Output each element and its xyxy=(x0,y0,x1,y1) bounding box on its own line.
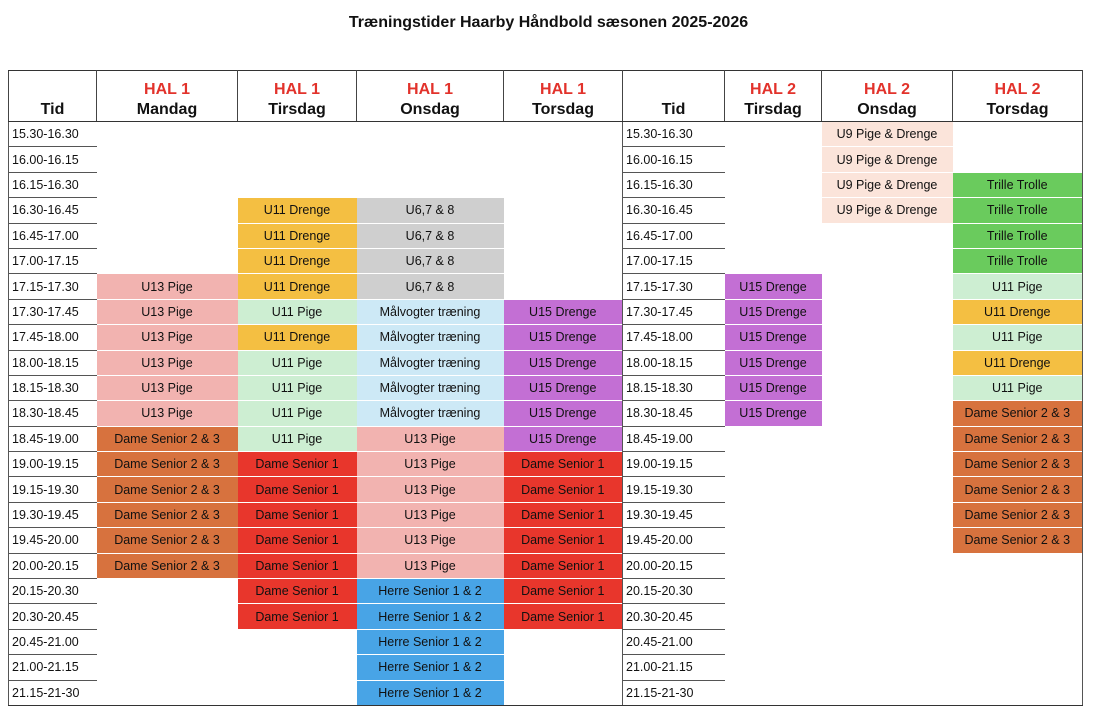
session-cell: U11 Drenge xyxy=(238,325,357,350)
session-cell: U15 Drenge xyxy=(504,350,623,375)
session-cell: U15 Drenge xyxy=(725,299,822,324)
session-cell: U11 Pige xyxy=(238,299,357,324)
empty-cell xyxy=(822,655,953,680)
empty-cell xyxy=(238,655,357,680)
time-cell: 17.00-17.15 xyxy=(623,248,725,273)
session-cell: U11 Pige xyxy=(953,325,1083,350)
empty-cell xyxy=(822,248,953,273)
time-cell: 21.00-21.15 xyxy=(9,655,97,680)
session-cell: U15 Drenge xyxy=(504,375,623,400)
empty-cell xyxy=(953,579,1083,604)
empty-cell xyxy=(504,248,623,273)
empty-cell xyxy=(822,223,953,248)
time-cell: 21.15-21-30 xyxy=(9,680,97,705)
time-cell: 16.00-16.15 xyxy=(623,147,725,172)
session-cell: Dame Senior 1 xyxy=(504,502,623,527)
empty-cell xyxy=(822,452,953,477)
hall-label: HAL 2 xyxy=(864,81,910,98)
empty-cell xyxy=(97,147,238,172)
table-row xyxy=(9,477,1083,502)
table-row xyxy=(9,198,1083,223)
time-cell: 19.15-19.30 xyxy=(623,477,725,502)
empty-cell xyxy=(822,502,953,527)
session-cell: U15 Drenge xyxy=(725,274,822,299)
table-row xyxy=(9,502,1083,527)
empty-cell xyxy=(953,629,1083,654)
time-cell: 19.30-19.45 xyxy=(9,502,97,527)
session-cell: U11 Pige xyxy=(238,426,357,451)
session-cell: U13 Pige xyxy=(357,477,504,502)
session-cell: Dame Senior 2 & 3 xyxy=(97,426,238,451)
schedule-body xyxy=(9,122,1083,706)
empty-cell xyxy=(822,350,953,375)
time-cell: 20.00-20.15 xyxy=(623,553,725,578)
header-row xyxy=(9,71,1083,122)
empty-cell xyxy=(953,655,1083,680)
empty-cell xyxy=(822,375,953,400)
session-cell: U11 Pige xyxy=(238,350,357,375)
session-cell: Dame Senior 2 & 3 xyxy=(953,426,1083,451)
time-cell: 20.45-21.00 xyxy=(623,629,725,654)
empty-cell xyxy=(725,477,822,502)
session-cell: U11 Drenge xyxy=(953,350,1083,375)
day-label: Torsdag xyxy=(986,101,1049,118)
day-label: Tid xyxy=(40,101,65,118)
header-time xyxy=(623,71,725,122)
empty-cell xyxy=(97,579,238,604)
empty-cell xyxy=(504,680,623,705)
table-row xyxy=(9,553,1083,578)
session-cell: U13 Pige xyxy=(357,502,504,527)
table-row xyxy=(9,426,1083,451)
table-row xyxy=(9,299,1083,324)
table-row xyxy=(9,248,1083,273)
session-cell: Trille Trolle xyxy=(953,198,1083,223)
session-cell: U11 Drenge xyxy=(238,248,357,273)
table-row xyxy=(9,680,1083,705)
empty-cell xyxy=(822,426,953,451)
session-cell: U9 Pige & Drenge xyxy=(822,122,953,147)
time-cell: 16.00-16.15 xyxy=(9,147,97,172)
session-cell: U13 Pige xyxy=(97,401,238,426)
session-cell: U11 Pige xyxy=(238,401,357,426)
empty-cell xyxy=(504,147,623,172)
header-hal2-torsdag xyxy=(953,71,1083,122)
session-cell: Dame Senior 1 xyxy=(504,477,623,502)
empty-cell xyxy=(238,629,357,654)
table-row xyxy=(9,350,1083,375)
session-cell: Dame Senior 2 & 3 xyxy=(953,401,1083,426)
session-cell: U15 Drenge xyxy=(504,426,623,451)
header-time xyxy=(9,71,97,122)
empty-cell xyxy=(238,172,357,197)
time-cell: 19.30-19.45 xyxy=(623,502,725,527)
empty-cell xyxy=(97,172,238,197)
session-cell: U6,7 & 8 xyxy=(357,198,504,223)
session-cell: U13 Pige xyxy=(97,274,238,299)
session-cell: Dame Senior 2 & 3 xyxy=(97,553,238,578)
session-cell: U6,7 & 8 xyxy=(357,223,504,248)
header-hal1-onsdag xyxy=(357,71,504,122)
hall-label: HAL 2 xyxy=(750,81,796,98)
day-label: Onsdag xyxy=(857,101,917,118)
session-cell: Dame Senior 1 xyxy=(504,452,623,477)
time-cell: 17.30-17.45 xyxy=(623,299,725,324)
session-cell: U15 Drenge xyxy=(504,299,623,324)
session-cell: Dame Senior 2 & 3 xyxy=(953,477,1083,502)
time-cell: 17.15-17.30 xyxy=(623,274,725,299)
session-cell: U11 Drenge xyxy=(238,223,357,248)
session-cell: Trille Trolle xyxy=(953,248,1083,273)
empty-cell xyxy=(725,553,822,578)
empty-cell xyxy=(725,452,822,477)
empty-cell xyxy=(822,325,953,350)
time-cell: 20.15-20.30 xyxy=(9,579,97,604)
empty-cell xyxy=(97,604,238,629)
empty-cell xyxy=(953,147,1083,172)
session-cell: U13 Pige xyxy=(357,553,504,578)
time-cell: 19.00-19.15 xyxy=(623,452,725,477)
session-cell: Dame Senior 1 xyxy=(238,502,357,527)
empty-cell xyxy=(725,248,822,273)
empty-cell xyxy=(725,223,822,248)
table-row xyxy=(9,223,1083,248)
empty-cell xyxy=(953,122,1083,147)
time-cell: 16.15-16.30 xyxy=(623,172,725,197)
time-cell: 20.30-20.45 xyxy=(9,604,97,629)
empty-cell xyxy=(725,502,822,527)
time-cell: 16.45-17.00 xyxy=(9,223,97,248)
session-cell: Dame Senior 2 & 3 xyxy=(97,528,238,553)
time-cell: 18.00-18.15 xyxy=(623,350,725,375)
time-cell: 16.30-16.45 xyxy=(623,198,725,223)
session-cell: U13 Pige xyxy=(97,325,238,350)
schedule-table xyxy=(8,70,1083,706)
time-cell: 17.00-17.15 xyxy=(9,248,97,273)
header-hal1-torsdag xyxy=(504,71,623,122)
session-cell: Herre Senior 1 & 2 xyxy=(357,655,504,680)
empty-cell xyxy=(97,223,238,248)
table-row xyxy=(9,325,1083,350)
header-hal2-tirsdag xyxy=(725,71,822,122)
empty-cell xyxy=(725,122,822,147)
time-cell: 18.45-19.00 xyxy=(623,426,725,451)
table-row xyxy=(9,579,1083,604)
session-cell: U9 Pige & Drenge xyxy=(822,198,953,223)
empty-cell xyxy=(725,655,822,680)
empty-cell xyxy=(725,604,822,629)
session-cell: Dame Senior 2 & 3 xyxy=(97,477,238,502)
session-cell: U13 Pige xyxy=(97,350,238,375)
page-title: Træningstider Haarby Håndbold sæsonen 2025-2026 xyxy=(348,14,749,31)
table-row xyxy=(9,147,1083,172)
empty-cell xyxy=(725,198,822,223)
empty-cell xyxy=(725,147,822,172)
session-cell: U9 Pige & Drenge xyxy=(822,172,953,197)
session-cell: Dame Senior 2 & 3 xyxy=(97,452,238,477)
empty-cell xyxy=(822,299,953,324)
time-cell: 21.00-21.15 xyxy=(623,655,725,680)
session-cell: Dame Senior 2 & 3 xyxy=(97,502,238,527)
empty-cell xyxy=(822,579,953,604)
hall-label: HAL 1 xyxy=(407,81,453,98)
session-cell: U15 Drenge xyxy=(504,325,623,350)
session-cell: U11 Drenge xyxy=(953,299,1083,324)
session-cell: Dame Senior 1 xyxy=(504,553,623,578)
session-cell: U11 Pige xyxy=(953,274,1083,299)
session-cell: Dame Senior 1 xyxy=(238,452,357,477)
session-cell: U11 Drenge xyxy=(238,274,357,299)
table-row xyxy=(9,452,1083,477)
session-cell: Dame Senior 1 xyxy=(238,579,357,604)
session-cell: Dame Senior 1 xyxy=(504,528,623,553)
session-cell: Dame Senior 1 xyxy=(238,604,357,629)
time-cell: 18.00-18.15 xyxy=(9,350,97,375)
session-cell: Målvogter træning xyxy=(357,325,504,350)
table-row xyxy=(9,604,1083,629)
time-cell: 16.15-16.30 xyxy=(9,172,97,197)
time-cell: 18.30-18.45 xyxy=(9,401,97,426)
empty-cell xyxy=(357,147,504,172)
empty-cell xyxy=(822,477,953,502)
time-cell: 21.15-21-30 xyxy=(623,680,725,705)
empty-cell xyxy=(822,274,953,299)
session-cell: Herre Senior 1 & 2 xyxy=(357,629,504,654)
empty-cell xyxy=(822,680,953,705)
session-cell: Herre Senior 1 & 2 xyxy=(357,579,504,604)
table-row xyxy=(9,172,1083,197)
empty-cell xyxy=(504,172,623,197)
empty-cell xyxy=(504,223,623,248)
session-cell: Dame Senior 1 xyxy=(238,553,357,578)
table-row xyxy=(9,122,1083,147)
day-label: Onsdag xyxy=(400,101,460,118)
session-cell: Dame Senior 2 & 3 xyxy=(953,528,1083,553)
session-cell: U13 Pige xyxy=(97,375,238,400)
empty-cell xyxy=(97,655,238,680)
hall-label: HAL 1 xyxy=(274,81,320,98)
empty-cell xyxy=(953,604,1083,629)
session-cell: U6,7 & 8 xyxy=(357,248,504,273)
hall-label: HAL 1 xyxy=(144,81,190,98)
time-cell: 20.00-20.15 xyxy=(9,553,97,578)
empty-cell xyxy=(822,528,953,553)
session-cell: Dame Senior 2 & 3 xyxy=(953,502,1083,527)
session-cell: Dame Senior 1 xyxy=(504,579,623,604)
empty-cell xyxy=(504,655,623,680)
time-cell: 16.30-16.45 xyxy=(9,198,97,223)
time-cell: 17.45-18.00 xyxy=(623,325,725,350)
empty-cell xyxy=(822,401,953,426)
time-cell: 18.15-18.30 xyxy=(9,375,97,400)
time-cell: 18.15-18.30 xyxy=(623,375,725,400)
day-label: Mandag xyxy=(136,101,198,118)
time-cell: 20.30-20.45 xyxy=(623,604,725,629)
empty-cell xyxy=(238,680,357,705)
empty-cell xyxy=(822,629,953,654)
empty-cell xyxy=(238,147,357,172)
session-cell: Målvogter træning xyxy=(357,375,504,400)
empty-cell xyxy=(725,172,822,197)
session-cell: Trille Trolle xyxy=(953,223,1083,248)
empty-cell xyxy=(357,122,504,147)
time-cell: 18.45-19.00 xyxy=(9,426,97,451)
session-cell: Målvogter træning xyxy=(357,299,504,324)
empty-cell xyxy=(725,629,822,654)
table-row xyxy=(9,528,1083,553)
table-row xyxy=(9,655,1083,680)
session-cell: U15 Drenge xyxy=(725,350,822,375)
time-cell: 20.15-20.30 xyxy=(623,579,725,604)
time-cell: 17.45-18.00 xyxy=(9,325,97,350)
day-label: Torsdag xyxy=(532,101,594,118)
header-hal2-onsdag xyxy=(822,71,953,122)
session-cell: U15 Drenge xyxy=(725,375,822,400)
session-cell: Dame Senior 2 & 3 xyxy=(953,452,1083,477)
session-cell: U13 Pige xyxy=(357,452,504,477)
time-cell: 20.45-21.00 xyxy=(9,629,97,654)
session-cell: U11 Drenge xyxy=(238,198,357,223)
empty-cell xyxy=(822,604,953,629)
empty-cell xyxy=(725,426,822,451)
session-cell: U15 Drenge xyxy=(725,401,822,426)
empty-cell xyxy=(504,274,623,299)
session-cell: U15 Drenge xyxy=(504,401,623,426)
empty-cell xyxy=(504,122,623,147)
time-cell: 18.30-18.45 xyxy=(623,401,725,426)
session-cell: U6,7 & 8 xyxy=(357,274,504,299)
time-cell: 17.30-17.45 xyxy=(9,299,97,324)
empty-cell xyxy=(953,680,1083,705)
time-cell: 15.30-16.30 xyxy=(623,122,725,147)
hall-label: HAL 2 xyxy=(994,81,1041,98)
time-cell: 17.15-17.30 xyxy=(9,274,97,299)
session-cell: Dame Senior 1 xyxy=(238,477,357,502)
empty-cell xyxy=(822,553,953,578)
empty-cell xyxy=(953,553,1083,578)
empty-cell xyxy=(504,629,623,654)
session-cell: Herre Senior 1 & 2 xyxy=(357,604,504,629)
empty-cell xyxy=(97,198,238,223)
empty-cell xyxy=(504,198,623,223)
time-cell: 15.30-16.30 xyxy=(9,122,97,147)
session-cell: Målvogter træning xyxy=(357,401,504,426)
table-row xyxy=(9,629,1083,654)
hall-label: HAL 1 xyxy=(540,81,586,98)
empty-cell xyxy=(725,680,822,705)
empty-cell xyxy=(97,248,238,273)
header-hal1-tirsdag xyxy=(238,71,357,122)
empty-cell xyxy=(97,122,238,147)
session-cell: U15 Drenge xyxy=(725,325,822,350)
empty-cell xyxy=(357,172,504,197)
session-cell: Dame Senior 1 xyxy=(504,604,623,629)
session-cell: U11 Pige xyxy=(953,375,1083,400)
empty-cell xyxy=(725,579,822,604)
header-hal1-mandag xyxy=(97,71,238,122)
empty-cell xyxy=(97,680,238,705)
empty-cell xyxy=(725,528,822,553)
session-cell: Målvogter træning xyxy=(357,350,504,375)
session-cell: U13 Pige xyxy=(97,299,238,324)
session-cell: Dame Senior 1 xyxy=(238,528,357,553)
empty-cell xyxy=(97,629,238,654)
session-cell: Trille Trolle xyxy=(953,172,1083,197)
session-cell: U13 Pige xyxy=(357,426,504,451)
time-cell: 19.45-20.00 xyxy=(9,528,97,553)
time-cell: 19.00-19.15 xyxy=(9,452,97,477)
session-cell: U13 Pige xyxy=(357,528,504,553)
table-row xyxy=(9,401,1083,426)
session-cell: U9 Pige & Drenge xyxy=(822,147,953,172)
day-label: Tid xyxy=(661,101,686,118)
time-cell: 19.45-20.00 xyxy=(623,528,725,553)
table-row xyxy=(9,375,1083,400)
day-label: Tirsdag xyxy=(744,101,802,118)
session-cell: U11 Pige xyxy=(238,375,357,400)
table-row xyxy=(9,274,1083,299)
empty-cell xyxy=(238,122,357,147)
day-label: Tirsdag xyxy=(268,101,326,118)
time-cell: 16.45-17.00 xyxy=(623,223,725,248)
time-cell: 19.15-19.30 xyxy=(9,477,97,502)
session-cell: Herre Senior 1 & 2 xyxy=(357,680,504,705)
